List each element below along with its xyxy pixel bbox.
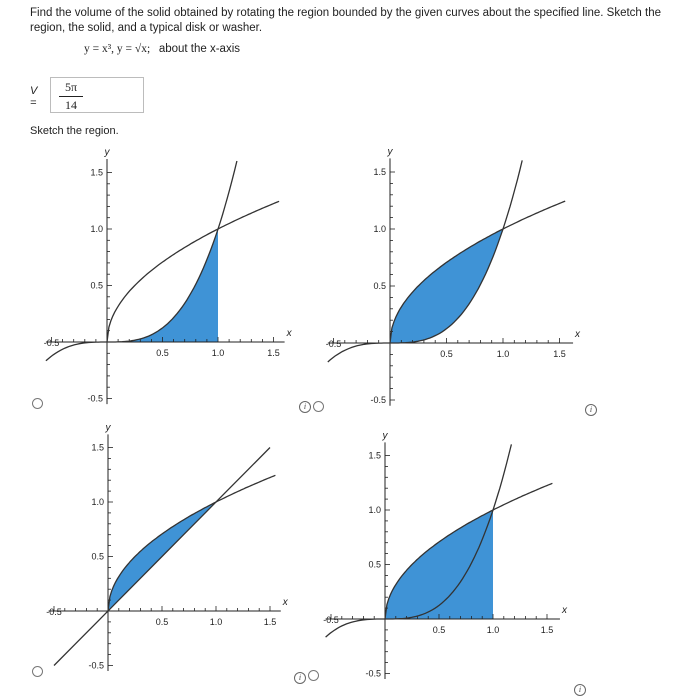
info-icon[interactable]: i	[585, 404, 597, 416]
x-tick-label: 1.5	[267, 348, 280, 358]
shaded-region	[390, 229, 503, 343]
y-tick-label: -0.5	[87, 393, 103, 404]
info-icon[interactable]: i	[294, 672, 306, 684]
info-icon[interactable]: i	[299, 401, 311, 413]
x-tick-label: 1.5	[263, 617, 277, 627]
x-tick-label: -0.5	[43, 338, 60, 348]
x-axis-label: x	[286, 328, 292, 339]
y-tick-label: 1.5	[368, 450, 381, 461]
shaded-region	[385, 510, 493, 619]
graph-option-d	[310, 423, 590, 685]
x-axis-label: x	[561, 605, 567, 616]
y-tick-label: 0.5	[368, 559, 381, 570]
radio-option-c[interactable]	[32, 666, 43, 677]
y-tick-label: 0.5	[90, 280, 103, 291]
graph-option-a	[0, 140, 340, 410]
x-tick-label: 0.5	[432, 625, 446, 635]
x-tick-label: -0.5	[46, 607, 62, 617]
y-tick-label: 1.0	[368, 505, 381, 515]
graph-option-c	[0, 423, 340, 685]
y-tick-label: 1.5	[90, 167, 103, 178]
line-curve	[54, 448, 270, 666]
answer-fraction	[59, 80, 83, 113]
radio-option-b[interactable]	[313, 401, 324, 412]
answer-label: V =	[30, 85, 38, 109]
y-tick-label: 0.5	[91, 551, 104, 562]
y-axis-label: y	[104, 146, 110, 158]
x-tick-label: 1.0	[496, 349, 510, 359]
rotation-axis: about the x-axis	[158, 43, 240, 55]
y-tick-label: 1.0	[90, 224, 103, 234]
x-tick-label: -0.5	[323, 615, 339, 625]
graph-option-b	[315, 140, 595, 410]
x-tick-label: 0.5	[156, 348, 169, 358]
x-tick-label: 1.5	[540, 625, 554, 635]
y-tick-label: -0.5	[370, 395, 386, 405]
x-tick-label: 1.0	[209, 617, 223, 627]
x-axis-label: x	[575, 329, 581, 340]
answer-numerator: 5π	[59, 80, 83, 97]
shaded-region	[107, 229, 218, 342]
y-axis-label: y	[105, 423, 111, 434]
y-tick-label: 1.5	[373, 167, 386, 177]
y-tick-label: -0.5	[365, 668, 381, 679]
x-tick-label: 1.0	[486, 625, 500, 635]
y-tick-label: 1.5	[91, 442, 104, 453]
x-tick-label: -0.5	[325, 339, 342, 349]
x-tick-label: 1.5	[553, 349, 566, 359]
curves-equation: y = x³, y = √x;	[84, 43, 151, 55]
answer-input[interactable]	[50, 77, 144, 113]
sqrt-curve	[108, 475, 275, 611]
x-tick-label: 0.5	[440, 349, 453, 359]
radio-option-a[interactable]	[32, 398, 43, 409]
y-tick-label: 0.5	[373, 281, 386, 291]
x-tick-label: 0.5	[155, 617, 169, 627]
y-tick-label: 1.0	[373, 224, 386, 234]
answer-denominator: 14	[65, 98, 77, 112]
x-tick-label: 1.0	[211, 348, 225, 358]
y-tick-label: 1.0	[91, 497, 104, 507]
y-tick-label: -0.5	[88, 660, 104, 671]
sketch-label: Sketch the region.	[30, 125, 119, 137]
problem-instructions: Find the volume of the solid obtained by rotating the region bounded by the given curves about the specified line. Sketch the region, the solid, and a typical disk or washer.	[30, 7, 661, 34]
y-axis-label: y	[382, 430, 388, 442]
info-icon[interactable]: i	[574, 684, 586, 696]
y-axis-label: y	[387, 146, 393, 158]
radio-option-d[interactable]	[308, 670, 319, 681]
x-axis-label: x	[282, 597, 288, 608]
given-curves	[84, 43, 240, 55]
